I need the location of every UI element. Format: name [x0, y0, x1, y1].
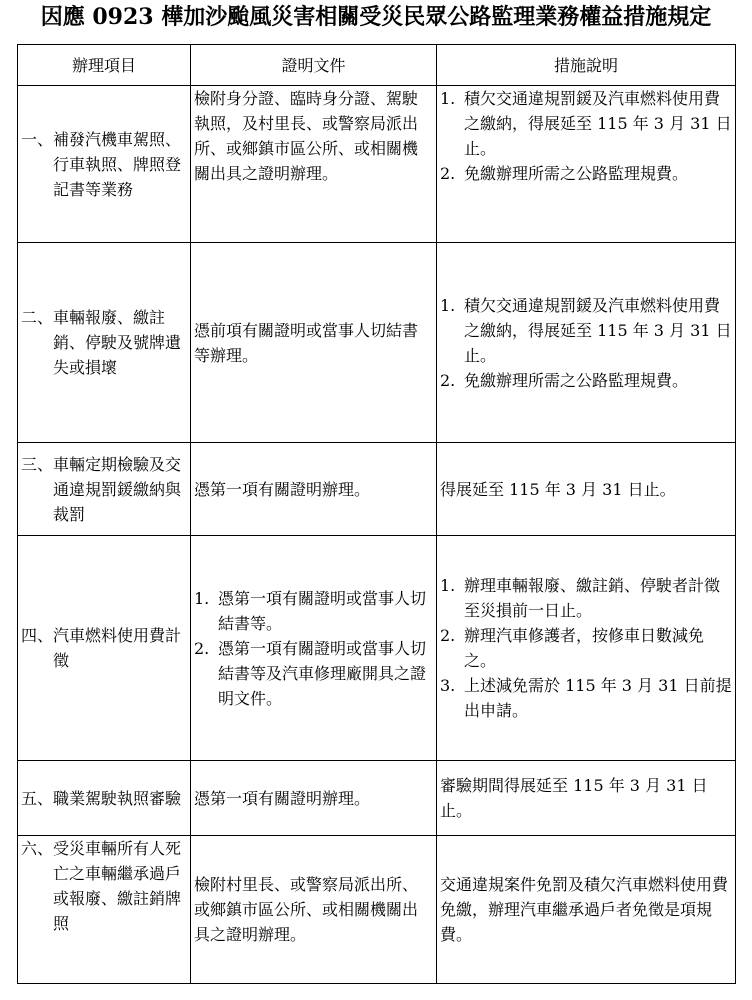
measures-cell	[437, 86, 736, 243]
item-text: 車輛定期檢驗及交通違規罰鍰繳納與裁罰	[53, 454, 182, 524]
docs-text: 憑第一項有關證明辦理。	[194, 479, 371, 499]
docs-text: 檢附村里長、或警察局派出所、或鄉鎮市區公所、或相關機關出具之證明辦理。	[194, 875, 419, 944]
list-item	[437, 673, 735, 723]
item-text: 車輛報廢、繳註銷、停駛及號牌遺失或損壞	[53, 308, 182, 377]
list-item	[437, 573, 735, 623]
document-title: 因應 0923 樺加沙颱風災害相關受災民眾公路監理業務權益措施規定	[40, 4, 712, 30]
table-row	[18, 536, 736, 761]
list-number: 3.	[440, 676, 456, 695]
measures-table	[17, 44, 736, 984]
list-number: 2.	[440, 370, 456, 390]
list-item	[191, 586, 436, 636]
list-text: 積欠交通違規罰鍰及汽車燃料使用費之繳納，得展延至 115 年 3 月 31 日止。	[464, 295, 732, 365]
list-text: 憑第一項有關證明或當事人切結書等及汽車修理廠開具之證明文件。	[218, 638, 427, 708]
measures-cell	[437, 443, 736, 536]
docs-text: 憑第一項有關證明辦理。	[194, 788, 371, 808]
list-item	[437, 623, 735, 673]
item-number: 一、	[21, 129, 54, 149]
list-text: 憑第一項有關證明或當事人切結書等。	[218, 588, 427, 633]
docs-cell	[191, 536, 437, 761]
list-item	[437, 293, 735, 368]
list-number: 1.	[440, 295, 456, 315]
item-number: 四、	[21, 626, 54, 645]
header-item: 辦理項目	[18, 45, 191, 86]
measures-cell	[437, 836, 736, 984]
item-text: 補發汽機車駕照、行車執照、牌照登記書等業務	[53, 129, 182, 199]
header-measures: 措施說明	[437, 45, 736, 86]
measures-text: 交通違規案件免罰及積欠汽車燃料使用費免繳，辦理汽車繼承過戶者免徵是項規費。	[440, 875, 729, 944]
item-number: 二、	[21, 308, 54, 327]
list-number: 2.	[440, 164, 456, 183]
list-item	[437, 368, 735, 393]
item-text: 受災車輛所有人死亡之車輛繼承過戶或報廢、繳註銷牌照	[53, 839, 182, 933]
item-cell	[18, 243, 191, 443]
item-cell	[18, 536, 191, 761]
list-text: 上述減免需於 115 年 3 月 31 日前提出申請。	[464, 676, 732, 720]
measures-cell	[437, 761, 736, 836]
list-number: 2.	[194, 638, 210, 658]
docs-cell	[191, 86, 437, 243]
list-text: 積欠交通違規罰鍰及汽車燃料使用費之繳納，得展延至 115 年 3 月 31 日止。	[464, 89, 732, 158]
docs-cell	[191, 243, 437, 443]
list-number: 1.	[440, 576, 456, 595]
item-text: 汽車燃料使用費計徵	[53, 626, 182, 670]
docs-text: 憑前項有關證明或當事人切結書等辦理。	[194, 320, 419, 365]
list-text: 辦理汽車修護者，按修車日數減免之。	[464, 626, 705, 670]
table-header-row	[18, 45, 736, 86]
measures-text: 得展延至 115 年 3 月 31 日止。	[440, 479, 676, 499]
list-text: 免繳辦理所需之公路監理規費。	[464, 370, 689, 390]
table-row	[18, 243, 736, 443]
table-row	[18, 443, 736, 536]
item-text: 職業駕駛執照審驗	[53, 788, 182, 808]
measures-text: 審驗期間得展延至 115 年 3 月 31 日止。	[440, 776, 708, 820]
list-text: 免繳辦理所需之公路監理規費。	[464, 164, 689, 183]
list-number: 2.	[440, 626, 456, 645]
list-number: 1.	[194, 588, 210, 608]
header-docs: 證明文件	[191, 45, 437, 86]
item-number: 五、	[21, 788, 54, 808]
item-number: 三、	[21, 454, 54, 474]
docs-text: 檢附身分證、臨時身分證、駕駛執照，及村里長、或警察局派出所、或鄉鎮市區公所、或相關機關出具之證明辦理。	[194, 89, 419, 183]
item-number: 六、	[21, 839, 54, 858]
docs-cell	[191, 443, 437, 536]
list-item	[191, 636, 436, 711]
measures-cell	[437, 536, 736, 761]
item-cell	[18, 761, 191, 836]
list-item	[437, 161, 735, 186]
item-cell	[18, 86, 191, 243]
measures-cell	[437, 243, 736, 443]
item-cell	[18, 443, 191, 536]
item-cell	[18, 836, 191, 984]
docs-cell	[191, 836, 437, 984]
list-item	[437, 86, 735, 161]
table-row	[18, 761, 736, 836]
table-row	[18, 86, 736, 243]
list-text: 辦理車輛報廢、繳註銷、停駛者計徵至災損前一日止。	[464, 576, 721, 620]
list-number: 1.	[440, 89, 456, 108]
table-row	[18, 836, 736, 984]
docs-cell	[191, 761, 437, 836]
